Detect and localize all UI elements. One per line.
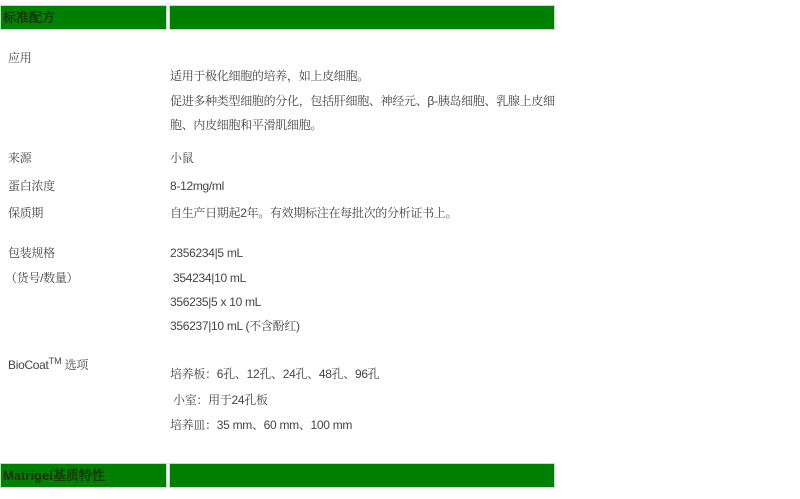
row-label-source: 来源 (8, 151, 32, 165)
row-label-protein-concentration: 蛋白浓度 (8, 179, 55, 193)
biocoat-option-line: 培养皿：35 mm、60 mm、100 mm (170, 418, 353, 432)
package-size-line: 356237|10 mL (不含酚红) (170, 319, 300, 333)
protein-concentration-value: 8-12mg/ml (170, 179, 224, 193)
source-value: 小鼠 (170, 151, 194, 165)
trademark-superscript: TM (48, 356, 62, 366)
biocoat-brand-text: BioCoat (8, 358, 49, 372)
row-sublabel-catalog-quantity: （货号/数量） (5, 271, 79, 285)
biocoat-option-line: 培养板：6孔、12孔、24孔、48孔、96孔 (170, 367, 380, 381)
section-header-matrigel-matrix-properties (0, 463, 167, 488)
section-title: Matrigel基质特性 (3, 468, 105, 483)
biocoat-option-line: 小室：用于24孔板 (170, 393, 268, 407)
row-label-shelf-life: 保质期 (8, 206, 44, 220)
biocoat-label-suffix: 选项 (61, 358, 89, 372)
section-title: 标准配方 (3, 10, 56, 25)
section-header-matrigel-matrix-properties-right-cell (169, 463, 555, 488)
row-label-application: 应用 (8, 51, 32, 65)
package-size-line: 2356234|5 mL (170, 246, 243, 260)
row-label-biocoat-options (8, 353, 163, 373)
section-header-standard-formula (0, 5, 167, 30)
package-size-line: 354234|10 mL (170, 271, 246, 285)
shelf-life-value: 自生产日期起2年。有效期标注在每批次的分析证书上。 (170, 206, 458, 220)
section-header-standard-formula-right-cell (169, 5, 555, 30)
application-text-line1: 适用于极化细胞的培养，如上皮细胞。 (170, 69, 369, 83)
application-text-line2: 促进多种类型细胞的分化，包括肝细胞、神经元、β-胰岛细胞、乳腺上皮细胞、内皮细胞和平滑肌细胞。 (170, 94, 555, 132)
package-size-line: 356235|5 x 10 mL (170, 295, 262, 309)
row-label-package-size: 包装规格 (8, 246, 55, 260)
